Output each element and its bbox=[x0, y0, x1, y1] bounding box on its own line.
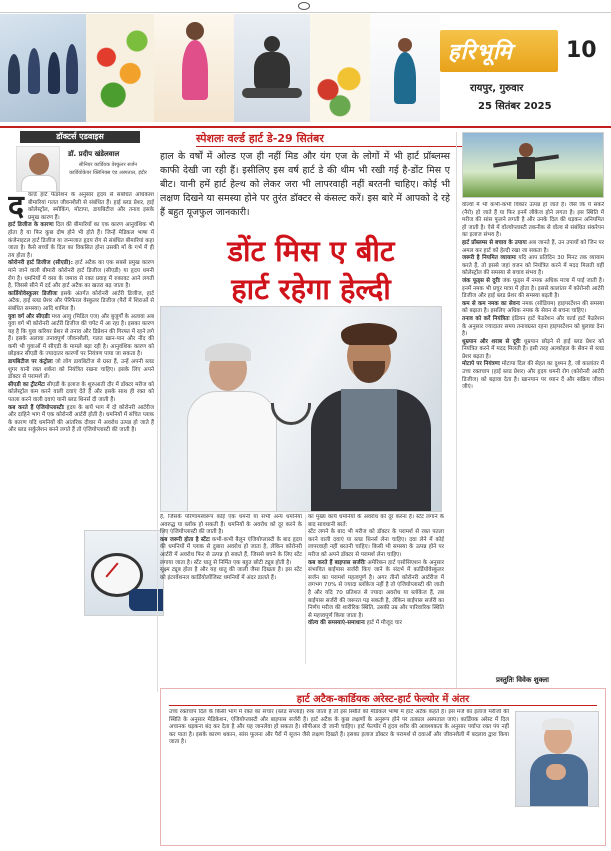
right-para-6: इंडियन हार्ट फेडरेशन और वर्ल्ड हार्ट फेडरेशन के अनुसार ज्यादातर समय तनावग्रस्त रहना हाइपरटेंशन को बुलावा देना है। bbox=[462, 315, 604, 338]
left-heading-4: युवा वर्ग और सीएडीः bbox=[8, 313, 50, 320]
right-heading-4: कम से कम नमक का सेवनः bbox=[462, 300, 521, 307]
top-ornament-icon bbox=[298, 2, 310, 10]
center-para-2: स्टेंट लगने के बाद भी मरीज को डॉक्टर के परामर्श से रक्त पतला करने वाली दवाएं या ब्लड थिनर्स लेना चाहिए। दवा लेने में कोई लापरवाही नहीं बरतनी चाहिए। किसी भी समस्या के उत्पन्न होने पर मरीज को अपने डॉक्टर से परामर्श लेना चाहिए। bbox=[308, 529, 444, 558]
center-para-4: हार्ट में मौजूद चार bbox=[366, 620, 402, 627]
middle-heading-1: कब जरूरी होता है स्टेंटः bbox=[160, 536, 210, 543]
middle-para-1: है, जिसके परिणामस्वरूप कोई एक धमनी या सभी अन्य धमनियां अवरुद्ध या ब्लॉक हो सकती हैं। धमनियों के अवरोध को दूर करने के लिए एंजियोप्लास्टी की जाती है। bbox=[160, 514, 302, 536]
right-para-3: यदि आप प्रतिदिन 30 मिनट तक व्यायाम करते हैं, तो इससे जहां वजन को नियंत्रित करने में मदद मिलती वहीं कोलेस्ट्रॉल की समस्या से बचाव संभव है। bbox=[462, 255, 604, 277]
brand-logo: हरिभूमि bbox=[448, 40, 513, 65]
yoga-photo bbox=[234, 14, 310, 122]
left-heading-7: कब करते हैं एंजियोप्लास्टीः bbox=[8, 404, 65, 411]
right-heading-7: मोटापे पर नियंत्रणः bbox=[462, 361, 500, 368]
left-para-8: हृदय के बायें भाग में दो कोरोनरी आर्टरीज और दाहिने भाग में एक कोरोनरी आर्टरी होती है। धमनियों में संचित प्लाक के कारण यदि धमनियों की आंतरिक दीवार में अवरोध उत्पन्न हो जाते हैं और ब्लड सर्कुलेशन बनने लगते हैं तो एंजियोप्लास्टी की जाती है। bbox=[8, 404, 154, 434]
center-para-1: का मुख्य कार्य धमनियों के अवरोध को दूर करना है। स्टेंट लगाने के बाद सावधानी बरतें: bbox=[308, 514, 444, 528]
left-heading-2: कोरोनरी हार्ट डिजीज (सीएडी): bbox=[8, 260, 73, 267]
left-column bbox=[8, 192, 154, 812]
left-para-5: मध्य आयु (मिडिल एज) और बुजुर्गों के अलावा अब युवा वर्ग भी कोरोनरी आर्टरी डिजीज की चपेट में आ रहा है। इसका कारण यह है कि युवा करियर प्रेशर से तनाव और डिप्रेशन की गिरफ्त में रहने लगे हैं। इसके अलावा तनावपूर्ण जीवनशैली, गलत खान-पान और नींद की कमी भी युवाओं में सीएडी के मामले बढ़ा रही है। आनुवंशिक कारण को छोड़कर सीएडी के ज्यादातर कारणों पर नियंत्रण पाया जा सकता है। bbox=[8, 313, 154, 358]
center-heading-1: कब करते हैं बाइपास सर्जरीः bbox=[308, 559, 366, 566]
left-para-7: सीएडी के इलाज के शुरुआती दौर में डॉक्टर मरीज को कोलेस्ट्रॉल कम करने वाली दवाएं देते हैं और इसके साथ ही रक्त को पतला करने वाली दवाएं यानी ब्लड थिनर्स दी जाती हैं। bbox=[8, 381, 154, 404]
difference-box-title: हार्ट अटैक-कार्डियक अरेस्ट-हार्ट फेल्योर में अंतर bbox=[296, 694, 470, 705]
presenter-byline: प्रस्तुतिः विवेक शुक्ला bbox=[496, 676, 549, 684]
right-heading-2: जरूरी है नियमित व्यायामः bbox=[462, 255, 517, 262]
right-para-2: अब जानते हैं, उन उपायों को जिन पर अमल कर हार्ट को हेल्दी रखा जा सकता है। bbox=[462, 239, 604, 254]
doctor-hospital: कार्डियोकेयर क्लिनिक्स एंड अस्पताल, इंदौर bbox=[69, 170, 147, 176]
right-heading-6: धूम्रपान और शराब से दूरीः bbox=[462, 338, 521, 345]
right-para-5: नमक (सोडियम) हाइपरटेंशन की समस्या को बढ़ाता है। इसलिए अधिक नमक के सेवन से बचना चाहिए। bbox=[462, 300, 604, 315]
city-day: रायपुर, गुरुवार bbox=[470, 83, 524, 94]
middle-column bbox=[160, 514, 302, 654]
left-para-6: जो लोग डायबिटीज से ग्रस्त हैं, उन्हें अपनी ब्लड शुगर यानी रक्त शर्करा को नियंत्रित रखना चाहिए। इसके लिए अपने डॉक्टर से परामर्श लें। bbox=[8, 359, 154, 381]
right-para-4: जंक फूड्स में नमक अधिक मात्रा में पाई जाती है। इनमें नमक भी प्रचुर मात्रा में होता है। इससे कालांतर में कोरोनरी आर्टरी डिजीज और हाई ब्लड प्रेशर की समस्या बढ़ती है। bbox=[462, 277, 604, 300]
headline-line-2: हार्ट रहेगा हेल्दी bbox=[231, 272, 391, 306]
doctor-advice-label: डॉक्टर्स एडवाइस bbox=[20, 131, 140, 143]
middle-para-2: कभी-कभी बैलून एंजियोप्लास्टी के बाद हृदय की धमनियों में प्लाक से दुबारा अवरोध हो जाता है, लेकिन कोरोनरी आर्टरी में अवरोध फिर से उत्पन्न हो सकते हैं, जिससे बचने के लिए स्टेंट लगाया जाता है। स्टेंट धातु से निर्मित एक बहुत छोटी ट्यूब होती है। bbox=[160, 536, 302, 566]
right-para-8: मोटापा दिल की सेहत का दुश्मन है, जो कालांतर में उच्च रक्तचाप (हाई ब्लड प्रेशर) और हृदय धमनी रोग (कोरोनरी आर्टरी डिजीज) को बढ़ावा देता है। खानपान पर ध्यान दें और सक्रिय जीवन जीएं। bbox=[462, 361, 604, 391]
doctor-avatar bbox=[16, 146, 60, 192]
runner-photo bbox=[154, 14, 234, 122]
page-number: 10 bbox=[566, 38, 597, 63]
left-para-2: दिल की बीमारियों का एक कारण आनुवंशिक भी होता है या फिर कुछ दोष होने भी होते हैं। जिन्हें मेडिकल भाषा में कंजेनाइटल हार्ट डिजीज या जन्मजात हृदय रोग से संबंधित बीमारियां कहा जाता है। कैसे बच्चों के दिल का विकसित होना उसकी माँ के गर्भ में ही तय होता है। bbox=[8, 222, 154, 259]
left-heading-3: कार्डियोवेस्कुलर डिजीजः bbox=[8, 290, 58, 297]
blood-pressure-photo bbox=[84, 530, 164, 616]
brand-block bbox=[440, 30, 558, 72]
masthead bbox=[0, 0, 611, 126]
middle-para-3: सूक्ष्म ट्यूब होता है और यह धातु की जाली जैसा दिखता है। इस स्टेंट को इंटरवेंशनल कार्डियोलॉजिस्ट धमनियों में अंदर डालते हैं। bbox=[160, 567, 302, 581]
stethoscope-icon bbox=[271, 403, 311, 425]
issue-date: 25 सितंबर 2025 bbox=[478, 101, 552, 112]
left-heading-5: डायबिटीज पर कंट्रोलः bbox=[8, 359, 53, 366]
right-column bbox=[462, 202, 604, 672]
center-column bbox=[308, 514, 444, 654]
headline-line-1: डोंट मिस ए बीट bbox=[227, 234, 395, 268]
special-kicker: स्पेशलः वर्ल्ड हार्ट डे-29 सितंबर bbox=[196, 132, 324, 145]
vegetables-photo bbox=[86, 14, 154, 122]
special-intro: हाल के वर्षों में ओल्ड एज ही नहीं मिड और यंग एज के लोगों में भी हार्ट प्रॉब्लम्स काफी देखी जा रही हैं। इसीलिए इस वर्ष हार्ट डे की थीम भी रखी गई है-डोंट मिस ए बीट। यानी हमें हार्ट हेल्थ को लेकर जरा भी लापरवाही नहीं बरतनी चाहिए। कोई भी लक्षण दिखने या समस्या होने पर तुरंत डॉक्टर से कंसल्ट करें। इस बारे में आपको दे रहे हैं बहुत यूजफुल जानकारी। bbox=[160, 151, 450, 218]
fruits-photo bbox=[310, 14, 370, 122]
elderly-patient-photo bbox=[515, 711, 599, 807]
doctor-designation: सीनियर कार्डियक वेस्कुलर सर्जन bbox=[78, 162, 138, 168]
difference-box bbox=[160, 688, 606, 846]
doctor-patient-photo bbox=[160, 306, 442, 512]
left-heading-1: हार्ट डिजीज के कारणः bbox=[8, 222, 54, 229]
difference-box-text: उच्च रक्तचाप दिल के किसी भाग में रक्त का संचार (ब्लड सप्लाई) रुक जाता है तो इस स्थिति को मेडिकल भाषा में हार्ट अटैक कहते हैं। इस मर्ज का इलाज मरीजों की स्थिति के अनुसार मेडिकेशन, एंजियोप्लास्टी और बाइपास सर्जरी है। हार्ट अटैक के कुछ लक्षणों के अनुरूप होने पर तत्काल अस्पताल जाएं। कार्डियक अरेस्ट में दिल अचानक धड़कना बंद कर देता है और यह जानलेवा हो सकता है। सीपीआर दी जानी चाहिए। हार्ट फेल्योर में हृदय शरीर की आवश्यकता के अनुसार पर्याप्त रक्त पंप नहीं कर पाता है। इसके कारण थकान, सांस फूलना और पैरों में सूजन जैसे लक्षण दिखते हैं। इसका इलाज डॉक्टर के परामर्श से दवाओं और जीवनशैली में बदलाव द्वारा किया जाता है। bbox=[169, 709, 509, 746]
center-heading-2: वॉल्व की समस्याएं-समाधानः bbox=[308, 620, 365, 627]
right-heading-5: तनाव को करें नियंत्रितः bbox=[462, 315, 510, 322]
left-heading-6: सीएडी का ट्रीटमेंटः bbox=[8, 381, 45, 388]
drop-cap: द bbox=[8, 192, 24, 224]
right-heading-1: हार्ट प्रॉब्लम्स से बचाव के उपायः bbox=[462, 239, 527, 246]
left-para-3: हार्ट अटैक का एक सबसे प्रमुख कारण माने जाने वाली बीमारी कोरोनरी हार्ट डिजीज (सीएडी) या हृदय धमनी रोग है। धमनियों में वसा के जमाव से रक्त प्रवाह में रुकावट आने लगती है, जिससे सीने में दर्द और हार्ट अटैक का खतरा बढ़ जाता है। bbox=[8, 260, 154, 290]
right-heading-3: जंक फूड्स से दूरीः bbox=[462, 277, 501, 284]
fitness-class-photo bbox=[0, 14, 86, 122]
center-para-3: अमेरिकन हार्ट एसोसिएशन के अनुसार संभावित बाईपास सर्जरी किए जाने के संदर्भ में कार्डियोवेस्कुलर सर्जन का परामर्श महत्वपूर्ण है। अगर तीनों कोरोनरी आर्टरीज में लगभग 70% से ज्यादा ब्लॉकेज नहीं है तो एंजियोप्लास्टी की जाती है और यदि 70 प्रतिशत से ज्यादा अवरोध या ब्लॉकेज हैं, तब बाईपास सर्जरी की जरूरत पड़ सकती है, लेकिन बाईपास सर्जरी का निर्णय मरीज की शारीरिक स्थिति, उसकी उम्र और पारिवारिक स्थिति से महत्त्वपूर्ण किया जाता है। bbox=[308, 559, 444, 619]
left-para-4: इसके अंतर्गत कोरोनरी आर्टरी डिजीज, हार्ट अटैक, हाई ब्लड प्रेशर और पेरिफेरल वेस्कुलर डिजीज (पैरों में शिराओं से संबंधित समस्या) आदि शामिल हैं। bbox=[8, 290, 154, 312]
right-para-1: वॉल्वों में भी कभी-कभी विकार उत्पन्न हो जाते हैं। जैसे कि ये संकरे (नैरो) हो जाते हैं या फिर इनमें लीकेज होने लगता है। इस स्थिति में मरीज की सांस फूलने लगती है और उनके दिल की धड़कन अनियमित हो जाती है। ऐसे में वॉल्वोप्लास्टी तकनीक से वॉल्व से संबंधित संकरेपन का इलाज संभव है। bbox=[462, 202, 604, 239]
masthead-photo-strip bbox=[0, 14, 440, 122]
doctor-name: डॉ. प्रदीप खंडेलवाल bbox=[68, 150, 120, 158]
right-para-7: धूम्रपान छोड़ने से हाई ब्लड प्रेशर को नियंत्रित करने में मदद मिलती है। इसी तरह अल्कोहल के सेवन से ब्लड प्रेशर बढ़ता है। bbox=[462, 338, 604, 360]
dancer-photo bbox=[370, 14, 440, 122]
exercise-photo bbox=[462, 132, 604, 198]
left-para-1: वर्ल्ड हार्ट फेडरेशन के अनुसार हृदय से संबंधित अधिकांश बीमारियां गलत जीवनशैली से संबंधित हैं। हाई ब्लड प्रेशर, हाई कोलेस्ट्रॉल, स्मोकिंग, मोटापा, डायबिटीज और तनाव इसके प्रमुख कारण हैं। bbox=[27, 192, 154, 221]
